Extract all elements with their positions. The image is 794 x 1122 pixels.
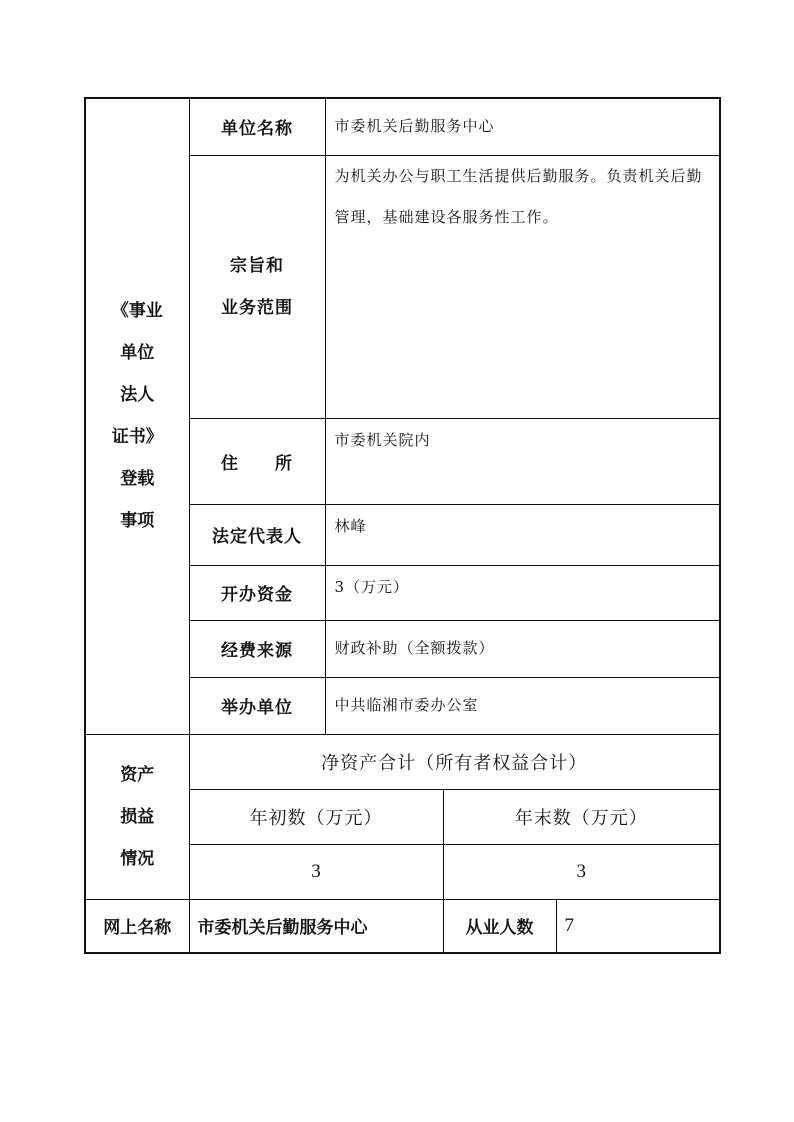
end-amount-label: 年末数（万元） [443,789,720,844]
start-capital-value: 3（万元） [325,565,720,620]
legal-representative-label: 法定代表人 [189,504,325,565]
funding-source-value: 财政补助（全额拨款） [325,620,720,677]
row-unit-name [85,98,720,155]
purpose-scope-value: 为机关办公与职工生活提供后勤服务。负责机关后勤管理，基础建设各服务性工作。 [325,155,720,418]
row-online-name-staff [85,899,720,953]
begin-amount-label: 年初数（万元） [189,789,443,844]
sponsor-unit-label: 举办单位 [189,677,325,734]
address-value: 市委机关院内 [325,418,720,504]
begin-amount-value: 3 [189,844,443,899]
online-name-value: 市委机关后勤服务中心 [189,899,443,953]
end-amount-value: 3 [443,844,720,899]
registration-form-table [84,97,721,954]
sponsor-unit-value: 中共临湘市委办公室 [325,677,720,734]
staff-count-label: 从业人数 [443,899,556,953]
legal-representative-value: 林峰 [325,504,720,565]
unit-name-label: 单位名称 [189,98,325,155]
online-name-label: 网上名称 [85,899,189,953]
net-assets-header: 净资产合计（所有者权益合计） [189,734,720,789]
row-net-assets-header [85,734,720,789]
start-capital-label: 开办资金 [189,565,325,620]
funding-source-label: 经费来源 [189,620,325,677]
address-label: 住 所 [189,418,325,504]
staff-count-value: 7 [556,899,720,953]
purpose-scope-label: 宗旨和 业务范围 [189,155,325,418]
unit-name-value: 市委机关后勤服务中心 [325,98,720,155]
registration-section-label: 《事业 单位 法人 证书》 登载 事项 [85,98,189,734]
assets-section-label: 资产 损益 情况 [85,734,189,899]
